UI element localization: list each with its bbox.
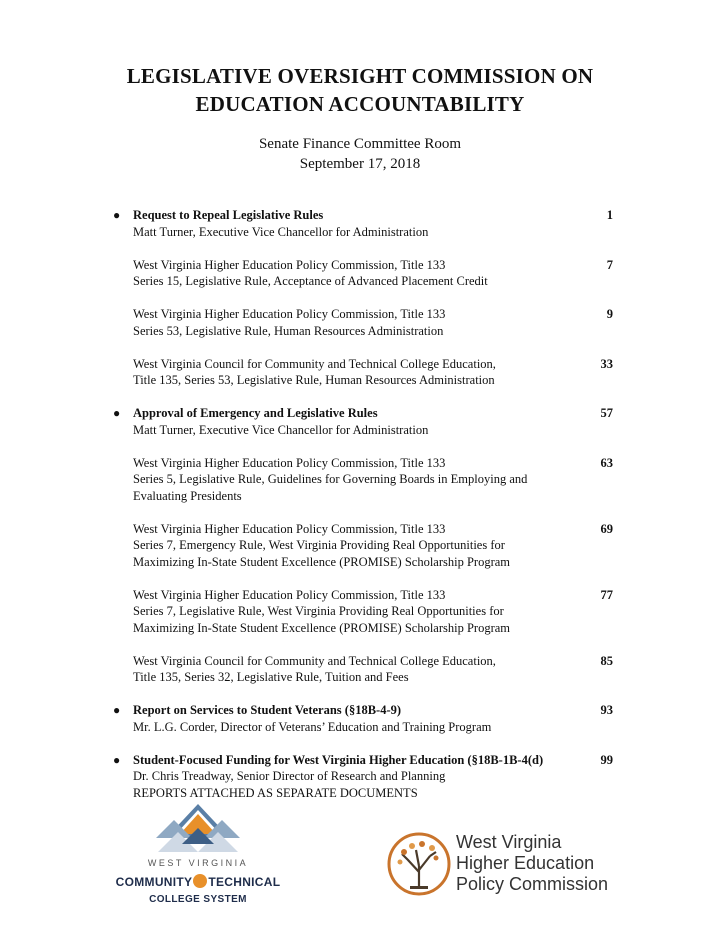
agenda-item-heading: Report on Services to Student Veterans (§18B-4-9)	[133, 703, 402, 717]
agenda-item	[133, 306, 613, 339]
agenda-item	[113, 702, 613, 735]
agenda-list	[0, 207, 720, 818]
agenda-item	[133, 587, 613, 637]
bullet-icon: ●	[113, 208, 121, 222]
agenda-item-heading: Request to Repeal Legislative Rules	[133, 208, 324, 222]
ctcs-logo	[108, 802, 288, 914]
agenda-item-heading: West Virginia Higher Education Policy Commission, Title 133	[133, 257, 446, 272]
agenda-item-page: 77	[600, 587, 613, 602]
agenda-item-heading: West Virginia Council for Community and Technical College Education,	[133, 653, 496, 668]
agenda-item-heading: West Virginia Higher Education Policy Commission, Title 133	[133, 307, 446, 321]
agenda-item-detail: Evaluating Presidents	[133, 488, 242, 503]
title-line-1: LEGISLATIVE OVERSIGHT COMMISSION ON	[126, 64, 594, 88]
agenda-item-detail: Series 5, Legislative Rule, Guidelines for Governing Boards in Employing and	[133, 472, 528, 486]
agenda-item-detail: Title 135, Series 53, Legislative Rule, Human Resources Administration	[133, 373, 495, 387]
agenda-item-detail: Series 7, Emergency Rule, West Virginia Providing Real Opportunities for	[133, 538, 505, 552]
bullet-icon: ●	[113, 752, 121, 767]
ctcs-technical: TECHNICAL	[208, 875, 281, 889]
title-line-2: EDUCATION ACCOUNTABILITY	[195, 92, 525, 116]
tree-seal-icon	[386, 826, 452, 902]
agenda-item-detail: REPORTS ATTACHED AS SEPARATE DOCUMENTS	[133, 785, 418, 800]
agenda-item-page: 85	[600, 653, 613, 668]
agenda-item-detail: Maximizing In-State Student Excellence (PROMISE) Scholarship Program	[133, 620, 511, 635]
hepc-line-1: West Virginia	[456, 832, 562, 852]
agenda-item-detail: Mr. L.G. Corder, Director of Veterans’ Education and Training Program	[133, 719, 492, 734]
agenda-item-detail: Title 135, Series 32, Legislative Rule, Tuition and Fees	[133, 670, 409, 684]
hepc-logo	[386, 826, 626, 902]
mountain-logo-icon	[108, 802, 288, 858]
agenda-item-heading: Approval of Emergency and Legislative Rules	[133, 406, 378, 420]
agenda-item-detail: Maximizing In-State Student Excellence (PROMISE) Scholarship Program	[133, 554, 511, 569]
agenda-item-page: 1	[606, 208, 613, 222]
agenda-item-detail: Dr. Chris Treadway, Senior Director of Research and Planning	[133, 769, 446, 783]
agenda-item	[133, 653, 613, 686]
agenda-item	[133, 521, 613, 571]
agenda-item-detail: Series 7, Legislative Rule, West Virginia Providing Real Opportunities for	[133, 604, 504, 618]
agenda-item-heading: West Virginia Higher Education Policy Commission, Title 133	[133, 521, 446, 536]
agenda-item-page: 93	[600, 703, 613, 717]
agenda-item	[113, 207, 613, 240]
agenda-item-detail: Matt Turner, Executive Vice Chancellor for Administration	[133, 422, 429, 437]
agenda-item-heading: Student-Focused Funding for West Virginia Higher Education (§18B-1B-4(d)	[133, 752, 544, 767]
agenda-item-detail: Series 53, Legislative Rule, Human Resources Administration	[133, 323, 444, 338]
agenda-item	[133, 257, 613, 290]
document-title	[0, 62, 720, 118]
meeting-info	[0, 134, 720, 174]
agenda-item	[113, 405, 613, 438]
hepc-line-2: Higher Education	[456, 853, 595, 873]
ampersand-icon	[193, 874, 207, 888]
hepc-line-3: Policy Commission	[456, 874, 609, 894]
agenda-item-heading: West Virginia Higher Education Policy Commission, Title 133	[133, 587, 446, 602]
agenda-item-detail: Matt Turner, Executive Vice Chancellor for Administration	[133, 224, 429, 239]
agenda-item-heading: West Virginia Higher Education Policy Commission, Title 133	[133, 455, 446, 470]
ctcs-community: COMMUNITY	[115, 875, 193, 889]
agenda-item	[133, 455, 613, 505]
agenda-item-detail: Series 15, Legislative Rule, Acceptance of Advanced Placement Credit	[133, 274, 488, 288]
agenda-item-page: 7	[606, 257, 613, 272]
agenda-item-page: 57	[600, 406, 613, 420]
agenda-item-heading: West Virginia Council for Community and Technical College Education,	[133, 356, 496, 371]
agenda-item	[113, 752, 613, 802]
bullet-icon: ●	[113, 406, 121, 420]
agenda-item-page: 9	[606, 307, 613, 321]
ctcs-name	[108, 874, 288, 889]
agenda-item-page: 99	[600, 752, 613, 767]
meeting-date: September 17, 2018	[299, 156, 421, 172]
agenda-item-page: 63	[600, 455, 613, 470]
agenda-item-page: 33	[600, 356, 613, 371]
agenda-item-page: 69	[600, 521, 613, 536]
agenda-item	[133, 356, 613, 389]
ctcs-system-label: COLLEGE SYSTEM	[149, 894, 247, 905]
meeting-location: Senate Finance Committee Room	[258, 136, 462, 152]
ctcs-state-label: WEST VIRGINIA	[147, 858, 249, 868]
hepc-wordmark	[456, 832, 608, 895]
bullet-icon: ●	[113, 703, 121, 717]
